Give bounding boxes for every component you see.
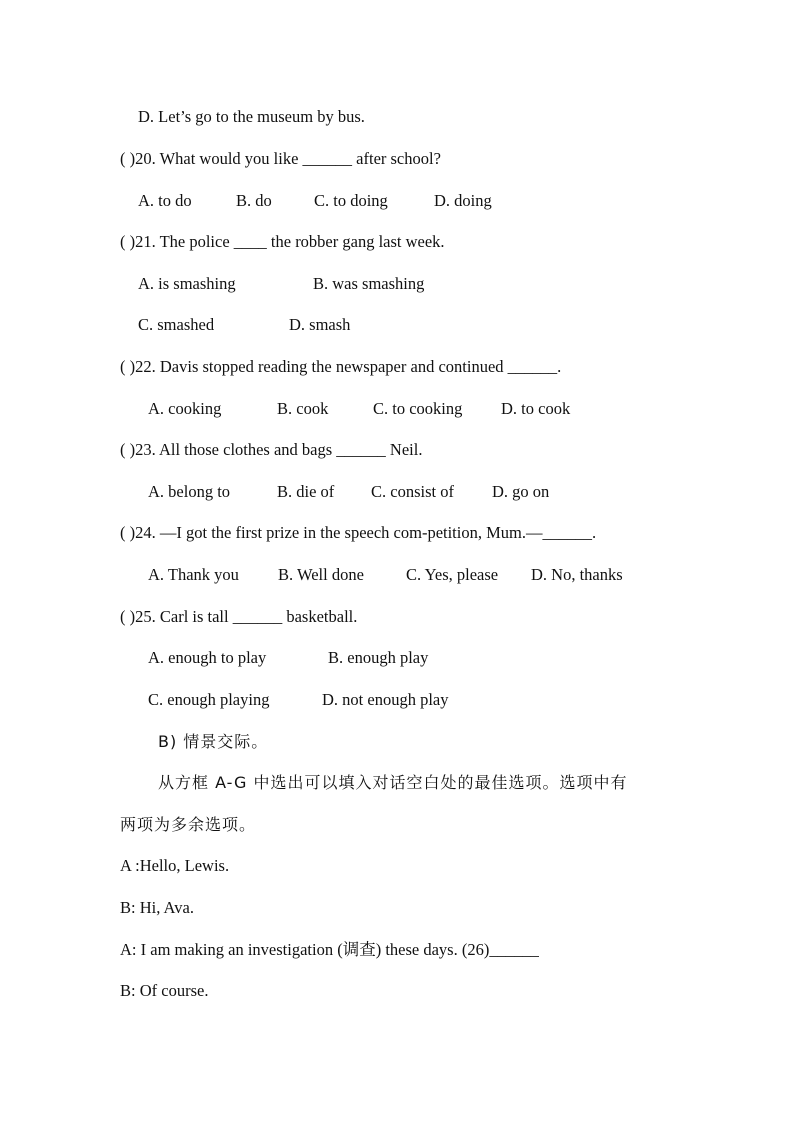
- question-23: ( )23. All those clothes and bags ______ Neil.: [120, 440, 423, 459]
- dialogue-line-2: B: Hi, Ava.: [120, 898, 194, 917]
- question-22: ( )22. Davis stopped reading the newspaper and continued ______.: [120, 357, 562, 376]
- option-d-q19: D. Let’s go to the museum by bus.: [138, 107, 365, 126]
- question-25: ( )25. Carl is tall ______ basketball.: [120, 607, 358, 626]
- section-b-heading: B) 情景交际。: [158, 732, 269, 751]
- q24-option-a: A. Thank you: [148, 565, 239, 584]
- q25-option-b: B. enough play: [328, 648, 429, 667]
- dialogue-line-3: A: I am making an investigation (调查) these days. (26)______: [120, 940, 539, 959]
- q22-option-a: A. cooking: [148, 399, 222, 418]
- instructions-line-1: 从方框 A-G 中选出可以填入对话空白处的最佳选项。选项中有: [158, 773, 628, 792]
- question-24: ( )24. —I got the first prize in the speech com-petition, Mum.—______.: [120, 523, 597, 542]
- q20-option-d: D. doing: [434, 191, 492, 210]
- q25-option-d: D. not enough play: [322, 690, 449, 709]
- q21-option-b: B. was smashing: [313, 274, 425, 293]
- q25-option-c: C. enough playing: [148, 690, 270, 709]
- q22-option-c: C. to cooking: [373, 399, 463, 418]
- question-20: ( )20. What would you like ______ after school?: [120, 149, 441, 168]
- q23-option-b: B. die of: [277, 482, 335, 501]
- q23-option-c: C. consist of: [371, 482, 454, 501]
- q22-option-b: B. cook: [277, 399, 329, 418]
- q20-option-a: A. to do: [138, 191, 192, 210]
- instructions-line-2: 两项为多余选项。: [120, 815, 257, 834]
- q25-option-a: A. enough to play: [148, 648, 267, 667]
- dialogue-line-1: A :Hello, Lewis.: [120, 856, 230, 875]
- q24-option-d: D. No, thanks: [531, 565, 623, 584]
- q24-option-b: B. Well done: [278, 565, 364, 584]
- q24-option-c: C. Yes, please: [406, 565, 499, 584]
- q23-option-d: D. go on: [492, 482, 550, 501]
- q21-option-c: C. smashed: [138, 315, 215, 334]
- q22-option-d: D. to cook: [501, 399, 571, 418]
- question-21: ( )21. The police ____ the robber gang last week.: [120, 232, 445, 251]
- q23-option-a: A. belong to: [148, 482, 231, 501]
- q20-option-c: C. to doing: [314, 191, 388, 210]
- dialogue-line-4: B: Of course.: [120, 981, 209, 1000]
- q21-option-d: D. smash: [289, 315, 351, 334]
- q21-option-a: A. is smashing: [138, 274, 236, 293]
- q20-option-b: B. do: [236, 191, 272, 210]
